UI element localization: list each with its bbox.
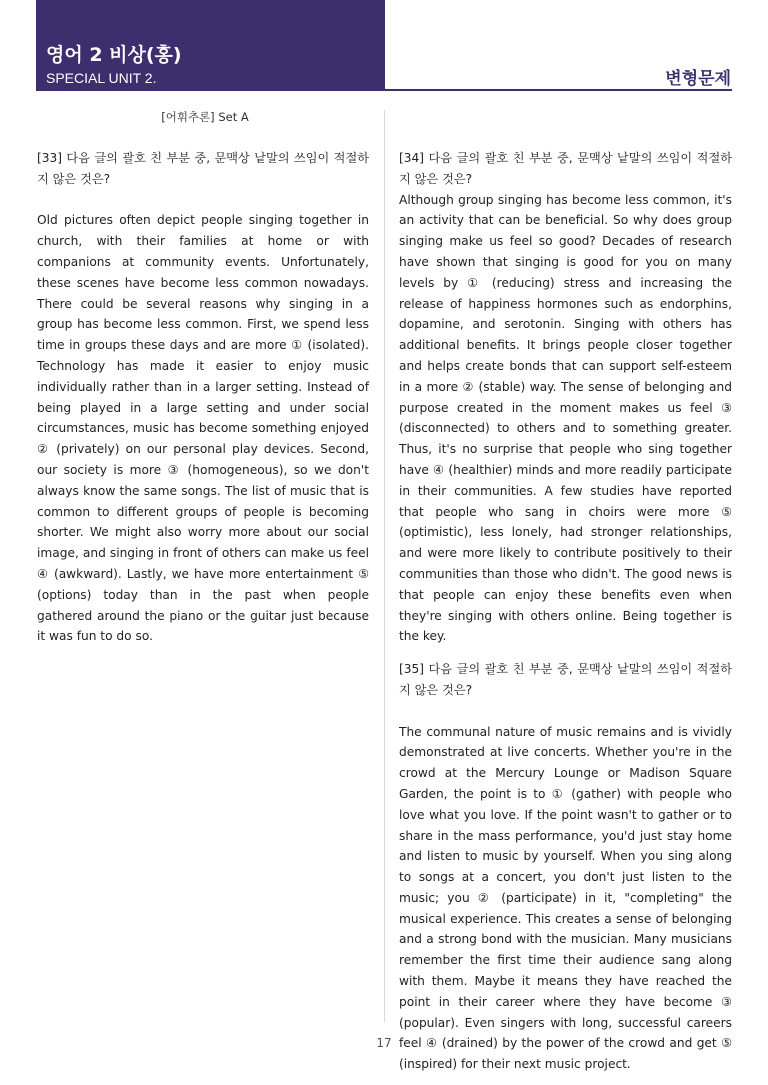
question-35-passage: The communal nature of music remains and is vividly demonstrated at live concerts. Whether you're in the crowd at the Mercury Lounge or Madison Square Garden, the point is to ① (gather) with people who love what you love. If the point wasn't to gather or to share in the mass performance, you'd just stay home and listen to music by yourself. When you sing along to songs at a concert, you don't just listen to the music; you ② (participate) in it, "completing" the musical experience. This creates a sense of belonging and a strong bond with the musician. Many musicians remember the first time their audience sang along with them. Maybe it means they have reached the point in their career where they have become ③ (popular). Even singers with long, successful careers feel ④ (drained) by the power of the crowd and get ⑤ (inspired) for their next music project.	[399, 724, 732, 1072]
question-34-prompt: [34] 다음 글의 괄호 친 부분 중, 문맥상 낱말의 쓰임이 적절하지 않은 것은?	[399, 151, 732, 186]
spacer	[37, 190, 369, 211]
right-column	[399, 148, 732, 1075]
column-divider	[384, 110, 385, 1022]
header-rule	[385, 89, 732, 91]
question-35-prompt: [35] 다음 글의 괄호 친 부분 중, 문맥상 낱말의 쓰임이 적절하지 않은 것은?	[399, 662, 732, 697]
spacer	[399, 647, 732, 659]
left-column	[37, 148, 369, 647]
header-right-label: 변형문제	[665, 69, 731, 89]
question-34-passage: Although group singing has become less common, it's an activity that can be beneficial. So why does group singing make us feel so good? Decades of research have shown that singing is good for you on many levels by ① (reducing) stress and increasing the release of happiness hormones such as endorphins, dopamine, and serotonin. Singing with others has additional benefits. It brings people closer together and helps create bonds that can support self-esteem in a more ② (stable) way. The sense of belonging and purpose created in the moment makes us feel ③ (disconnected) to others and to something greater. Thus, it's no surprise that people who sing together have ④ (healthier) minds and more readily participate in their communities. A few studies have reported that people who sang in choirs were more ⑤ (optimistic), less lonely, had stronger relationships, and were more likely to contribute positively to their communities than those who didn't. The good news is that people can enjoy these benefits even when they're singing with others online. Being together is the key.	[399, 192, 732, 644]
page-number: 17	[376, 1036, 392, 1050]
question-33-passage: Old pictures often depict people singing together in church, with their families at home or with companions at community events. Unfortunately, these scenes have become less common nowadays. There could be several reasons why singing in a group has become less common. First, we spend less time in groups these days and are more ① (isolated). Technology has made it easier to enjoy music individually rather than in a larger setting. Instead of being played in a large setting and under social circumstances, music has become something enjoyed ② (privately) on our personal play devices. Second, our society is more ③ (homogeneous), so we don't always know the same songs. The list of music that is common to different groups of people is becoming shorter. We might also worry more about our social image, and singing in front of others can make us feel ④ (awkward). Lastly, we have more entertainment ⑤ (options) today than in the past when people gathered around the piano or the guitar just because it was fun to do so.	[37, 213, 369, 644]
spacer	[399, 701, 732, 722]
question-33-prompt: [33] 다음 글의 괄호 친 부분 중, 문맥상 낱말의 쓰임이 적절하지 않은 것은?	[37, 151, 369, 186]
set-label: [어휘추론] Set A	[161, 110, 249, 124]
header-banner	[36, 0, 385, 91]
header-title: 영어 2 비상(홍)	[46, 44, 182, 66]
header-subtitle: SPECIAL UNIT 2.	[46, 70, 157, 86]
